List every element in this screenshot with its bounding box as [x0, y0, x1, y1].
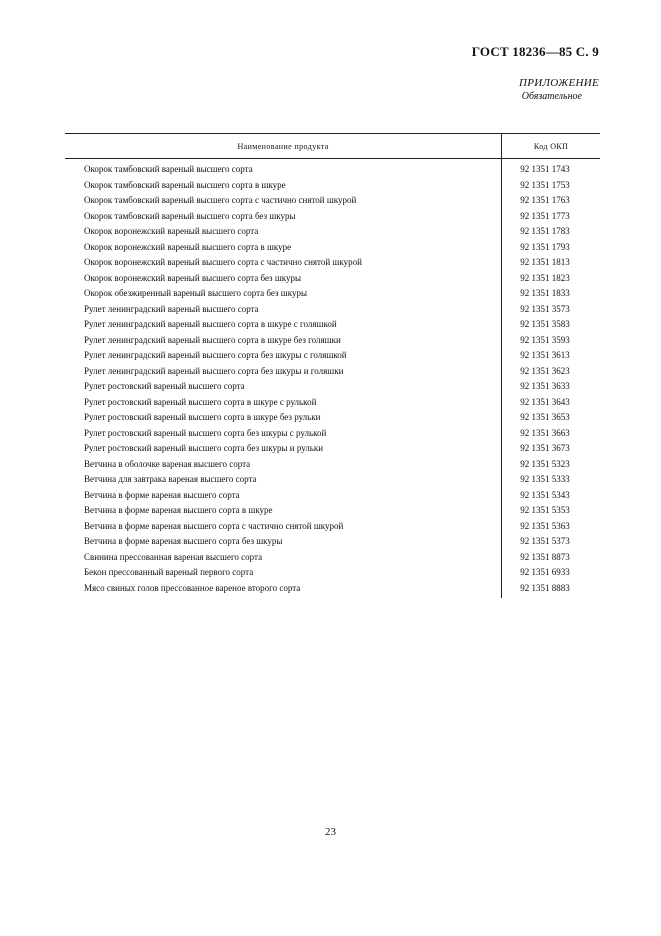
okp-code-cell: 92 1351 3643 — [520, 396, 570, 407]
product-name-cell: Окорок тамбовский вареный высшего сорта — [84, 164, 253, 174]
column-header-code: Код ОКП — [501, 134, 600, 158]
product-name-cell: Рулет ростовский вареный высшего сорта без шкуры с рулькой — [84, 427, 327, 438]
okp-code-cell: 92 1351 1783 — [520, 226, 570, 236]
okp-code-cell: 92 1351 8873 — [520, 551, 570, 562]
okp-code-cell: 92 1351 6933 — [520, 567, 570, 577]
okp-code-cell: 92 1351 5323 — [520, 458, 570, 469]
document-code: ГОСТ 18236—85 С. 9 — [471, 44, 599, 59]
okp-code-cell: 92 1351 3653 — [520, 412, 570, 422]
okp-code-cell: 92 1351 1823 — [520, 272, 570, 283]
product-name-cell: Ветчина в форме вареная высшего сорта без шкуры — [84, 536, 283, 546]
product-name-cell: Окорок воронежский вареный высшего сорта с частично снятой шкурой — [84, 257, 362, 267]
appendix-status: Обязательное — [521, 91, 582, 102]
okp-code-cell: 92 1351 1833 — [520, 288, 570, 298]
product-name-cell: Окорок воронежский вареный высшего сорта в шкуре — [84, 241, 292, 252]
product-name-cell: Окорок тамбовский вареный высшего сорта в шкуре — [84, 179, 286, 190]
okp-code-cell: 92 1351 1793 — [520, 241, 570, 252]
name-column — [65, 159, 501, 598]
okp-code-cell: 92 1351 8883 — [520, 582, 570, 593]
page-number: 23 — [325, 826, 336, 838]
product-name-cell: Рулет ростовский вареный высшего сорта в шкуре с рулькой — [84, 396, 317, 407]
okp-code-cell: 92 1351 3673 — [520, 443, 570, 453]
product-table — [65, 133, 600, 598]
okp-code-cell: 92 1351 5373 — [520, 536, 570, 546]
product-name-cell: Ветчина в форме вареная высшего сорта с частично снятой шкурой — [84, 520, 344, 531]
product-name-cell: Рулет ростовский вареный высшего сорта — [84, 381, 245, 391]
okp-code-cell: 92 1351 1743 — [520, 164, 570, 174]
okp-code-cell: 92 1351 5363 — [520, 520, 570, 531]
okp-code-cell: 92 1351 5343 — [520, 489, 570, 500]
code-column — [501, 159, 600, 598]
product-name-cell: Ветчина в форме вареная высшего сорта — [84, 489, 240, 500]
okp-code-cell: 92 1351 3633 — [520, 381, 570, 391]
okp-code-cell: 92 1351 3583 — [520, 319, 570, 329]
appendix-label — [519, 77, 599, 103]
product-name-cell: Рулет ленинградский вареный высшего сорта — [84, 303, 259, 314]
okp-code-cell: 92 1351 1753 — [520, 179, 570, 190]
product-name-cell: Окорок воронежский вареный высшего сорта без шкуры — [84, 272, 302, 283]
okp-code-cell: 92 1351 3663 — [520, 427, 570, 438]
appendix-title: ПРИЛОЖЕНИЕ — [519, 77, 599, 89]
product-name-cell: Рулет ростовский вареный высшего сорта в шкуре без рульки — [84, 412, 321, 422]
product-name-cell: Свинина прессованная вареная высшего сорта — [84, 551, 263, 562]
okp-code-cell: 92 1351 3623 — [520, 365, 570, 376]
product-name-cell: Рулет ленинградский вареный высшего сорта без шкуры и голяшки — [84, 365, 344, 376]
okp-code-cell: 92 1351 3573 — [520, 303, 570, 314]
okp-code-cell: 92 1351 3613 — [520, 350, 570, 360]
product-name-cell: Рулет ленинградский вареный высшего сорта в шкуре без голяшки — [84, 334, 341, 345]
table-body — [65, 159, 600, 598]
product-name-cell: Рулет ленинградский вареный высшего сорта в шкуре с голяшкой — [84, 319, 337, 329]
okp-code-cell: 92 1351 1763 — [520, 195, 570, 205]
product-name-cell: Окорок воронежский вареный высшего сорта — [84, 226, 259, 236]
okp-code-cell: 92 1351 3593 — [520, 334, 570, 345]
table-header — [65, 133, 600, 159]
product-name-cell: Ветчина для завтрака вареная высшего сорта — [84, 474, 257, 484]
product-name-cell: Ветчина в форме вареная высшего сорта в шкуре — [84, 505, 273, 515]
product-name-cell: Окорок тамбовский вареный высшего сорта с частично снятой шкурой — [84, 195, 357, 205]
okp-code-cell: 92 1351 1813 — [520, 257, 570, 267]
product-name-cell: Окорок тамбовский вареный высшего сорта без шкуры — [84, 210, 296, 221]
product-name-cell: Мясо свиных голов прессованное вареное второго сорта — [84, 582, 301, 593]
product-name-cell: Бекон прессованный вареный первого сорта — [84, 567, 254, 577]
okp-code-cell: 92 1351 1773 — [520, 210, 570, 221]
product-name-cell: Окорок обезжиренный вареный высшего сорта без шкуры — [84, 288, 308, 298]
product-name-cell: Рулет ростовский вареный высшего сорта без шкуры и рульки — [84, 443, 324, 453]
okp-code-cell: 92 1351 5333 — [520, 474, 570, 484]
product-name-cell: Рулет ленинградский вареный высшего сорта без шкуры с голяшкой — [84, 350, 347, 360]
okp-code-cell: 92 1351 5353 — [520, 505, 570, 515]
product-name-cell: Ветчина в оболочке вареная высшего сорта — [84, 458, 251, 469]
column-header-name: Наименование продукта — [237, 141, 329, 151]
